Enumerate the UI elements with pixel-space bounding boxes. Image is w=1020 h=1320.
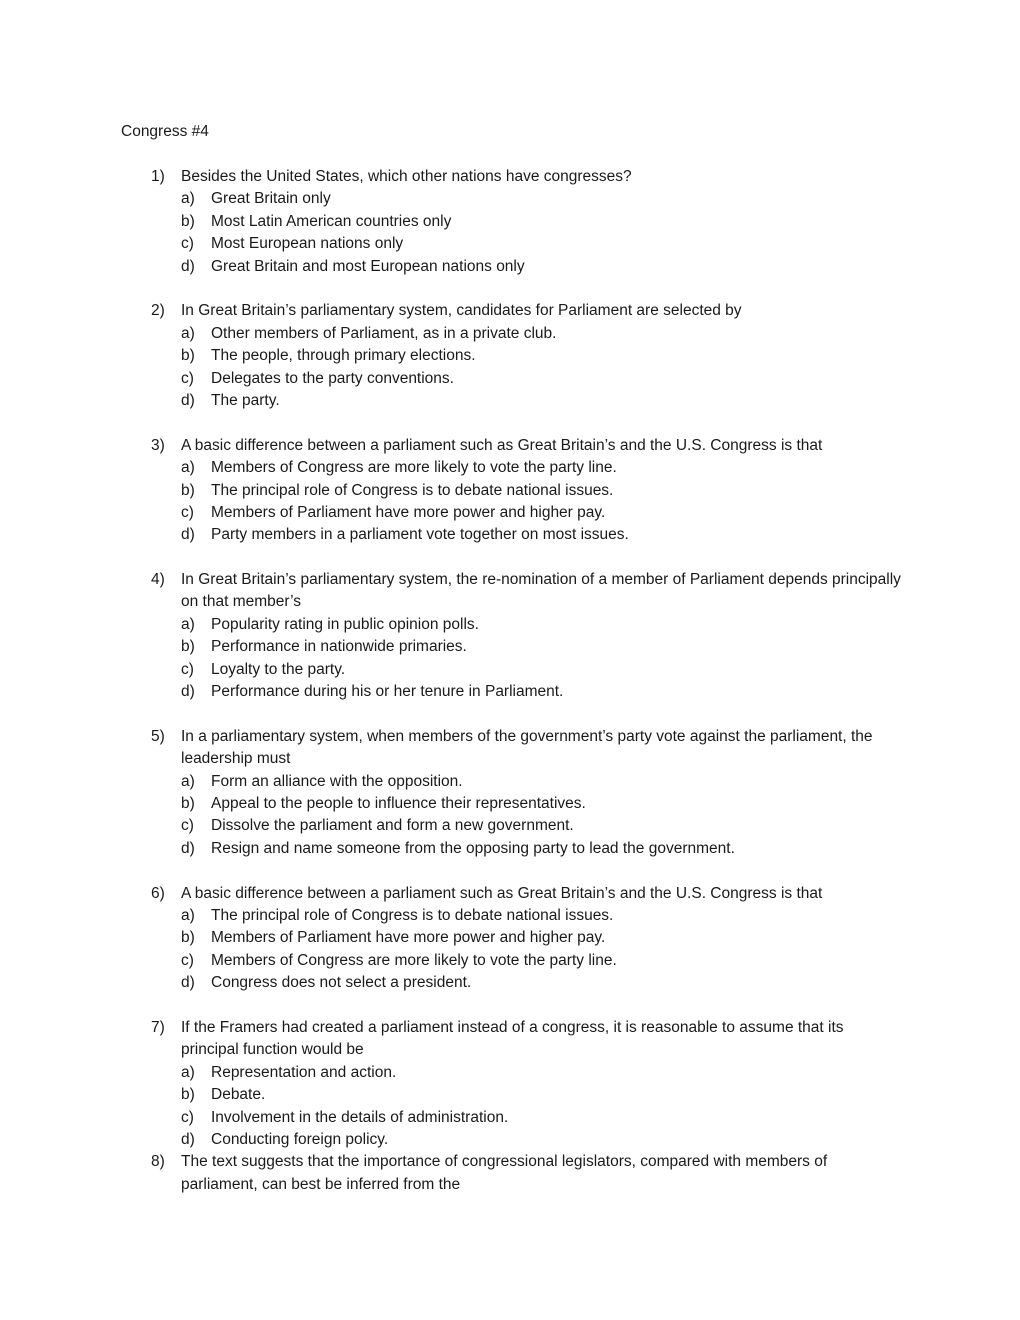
question-number: 5) (151, 727, 165, 745)
option-text: Members of Congress are more likely to vote the party line. (211, 459, 617, 477)
question-text: Besides the United States, which other nations have congresses? (181, 168, 632, 185)
question-2 (0, 300, 1020, 412)
answer-option (0, 636, 1020, 658)
option-text: Appeal to the people to influence their representatives. (211, 795, 586, 813)
answer-option (0, 927, 1020, 949)
option-letter: b) (181, 212, 195, 230)
option-text: Debate. (211, 1086, 266, 1104)
option-letter: c) (181, 235, 194, 253)
option-letter: c) (181, 1108, 194, 1126)
option-text: Loyalty to the party. (211, 660, 346, 678)
option-text: Conducting foreign policy. (211, 1130, 389, 1148)
option-text: Involvement in the details of administration. (211, 1108, 509, 1126)
option-letter: b) (181, 795, 195, 813)
answer-option (0, 345, 1020, 367)
option-letter: a) (181, 190, 195, 208)
question-text: If the Framers had created a parliament instead of a congress, it is reasonable to assume that its principal function would be (181, 1018, 844, 1059)
question-1 (0, 166, 1020, 278)
answer-option (0, 457, 1020, 479)
answer-option (0, 1107, 1020, 1129)
answer-option (0, 368, 1020, 390)
option-letter: a) (181, 907, 195, 925)
option-text: Form an alliance with the opposition. (211, 772, 463, 790)
question-number: 4) (151, 571, 165, 589)
option-text: Other members of Parliament, as in a private club. (211, 324, 557, 342)
question-number: 3) (151, 436, 165, 454)
question-number: 1) (151, 168, 165, 185)
option-letter: d) (181, 683, 195, 701)
option-text: The principal role of Congress is to debate national issues. (211, 481, 614, 499)
answer-option (0, 1084, 1020, 1106)
option-text: Most Latin American countries only (211, 212, 452, 230)
question-text: A basic difference between a parliament such as Great Britain’s and the U.S. Congress is that (181, 884, 823, 902)
option-text: Resign and name someone from the opposing party to lead the government. (211, 839, 735, 857)
option-letter: d) (181, 1130, 195, 1148)
question-list (0, 166, 1020, 1196)
answer-option (0, 659, 1020, 681)
question-4 (0, 569, 1020, 703)
option-text: Delegates to the party conventions. (211, 369, 454, 387)
option-text: Dissolve the parliament and form a new government. (211, 817, 574, 835)
question-3 (0, 435, 1020, 547)
answer-option (0, 681, 1020, 703)
option-letter: d) (181, 257, 195, 275)
option-text: The principal role of Congress is to debate national issues. (211, 907, 614, 925)
answer-option (0, 390, 1020, 412)
answer-option (0, 793, 1020, 815)
option-text: Performance during his or her tenure in Parliament. (211, 683, 564, 701)
answer-option (0, 233, 1020, 255)
option-letter: d) (181, 391, 195, 409)
option-letter: d) (181, 839, 195, 857)
answer-option (0, 815, 1020, 837)
answer-option (0, 905, 1020, 927)
answer-option (0, 502, 1020, 524)
option-letter: b) (181, 929, 195, 947)
option-text: The party. (211, 391, 280, 409)
option-text: Great Britain and most European nations only (211, 257, 525, 275)
question-number: 6) (151, 884, 165, 902)
question-text: In Great Britain’s parliamentary system, the re-nomination of a member of Parliament depends principally on that member’s (181, 571, 901, 611)
question-8 (0, 1151, 1020, 1196)
option-letter: a) (181, 1063, 195, 1081)
option-text: Members of Congress are more likely to vote the party line. (211, 951, 617, 969)
answer-option (0, 211, 1020, 233)
answer-option (0, 838, 1020, 860)
option-text: Popularity rating in public opinion polls. (211, 615, 479, 633)
option-letter: c) (181, 369, 194, 387)
option-letter: b) (181, 1086, 195, 1104)
answer-option (0, 614, 1020, 636)
answer-option (0, 1129, 1020, 1151)
option-text: Congress does not select a president. (211, 974, 472, 992)
option-text: Performance in nationwide primaries. (211, 638, 467, 656)
question-number: 7) (151, 1018, 165, 1036)
option-text: Members of Parliament have more power and higher pay. (211, 503, 606, 521)
option-text: Most European nations only (211, 235, 404, 253)
option-letter: c) (181, 660, 194, 678)
option-letter: a) (181, 772, 195, 790)
option-text: The people, through primary elections. (211, 347, 476, 365)
option-text: Members of Parliament have more power and higher pay. (211, 929, 606, 947)
option-letter: d) (181, 526, 195, 544)
option-letter: b) (181, 347, 195, 365)
option-letter: d) (181, 974, 195, 992)
option-letter: c) (181, 817, 194, 835)
question-text: The text suggests that the importance of congressional legislators, compared with members of parliament, can best be inferred from the (181, 1153, 828, 1193)
option-letter: b) (181, 638, 195, 656)
answer-option (0, 323, 1020, 345)
option-letter: b) (181, 481, 195, 499)
answer-option (0, 256, 1020, 278)
question-5 (0, 726, 1020, 860)
option-text: Representation and action. (211, 1063, 397, 1081)
option-letter: a) (181, 615, 195, 633)
question-text: In a parliamentary system, when members of the government’s party vote against the parliament, the leadership must (181, 727, 873, 768)
question-6 (0, 883, 1020, 995)
question-text: A basic difference between a parliament such as Great Britain’s and the U.S. Congress is that (181, 436, 823, 454)
option-text: Great Britain only (211, 190, 331, 208)
answer-option (0, 950, 1020, 972)
answer-option (0, 524, 1020, 546)
question-number: 2) (151, 302, 165, 320)
answer-option (0, 1062, 1020, 1084)
option-letter: a) (181, 459, 195, 477)
question-number: 8) (151, 1153, 165, 1171)
option-letter: c) (181, 951, 194, 969)
option-letter: c) (181, 503, 194, 521)
answer-option (0, 771, 1020, 793)
answer-option (0, 480, 1020, 502)
answer-option (0, 972, 1020, 994)
option-letter: a) (181, 324, 195, 342)
option-text: Party members in a parliament vote together on most issues. (211, 526, 629, 544)
page-title: Congress #4 (121, 123, 209, 140)
question-text: In Great Britain’s parliamentary system, candidates for Parliament are selected by (181, 302, 742, 320)
question-7 (0, 1017, 1020, 1151)
answer-option (0, 188, 1020, 210)
